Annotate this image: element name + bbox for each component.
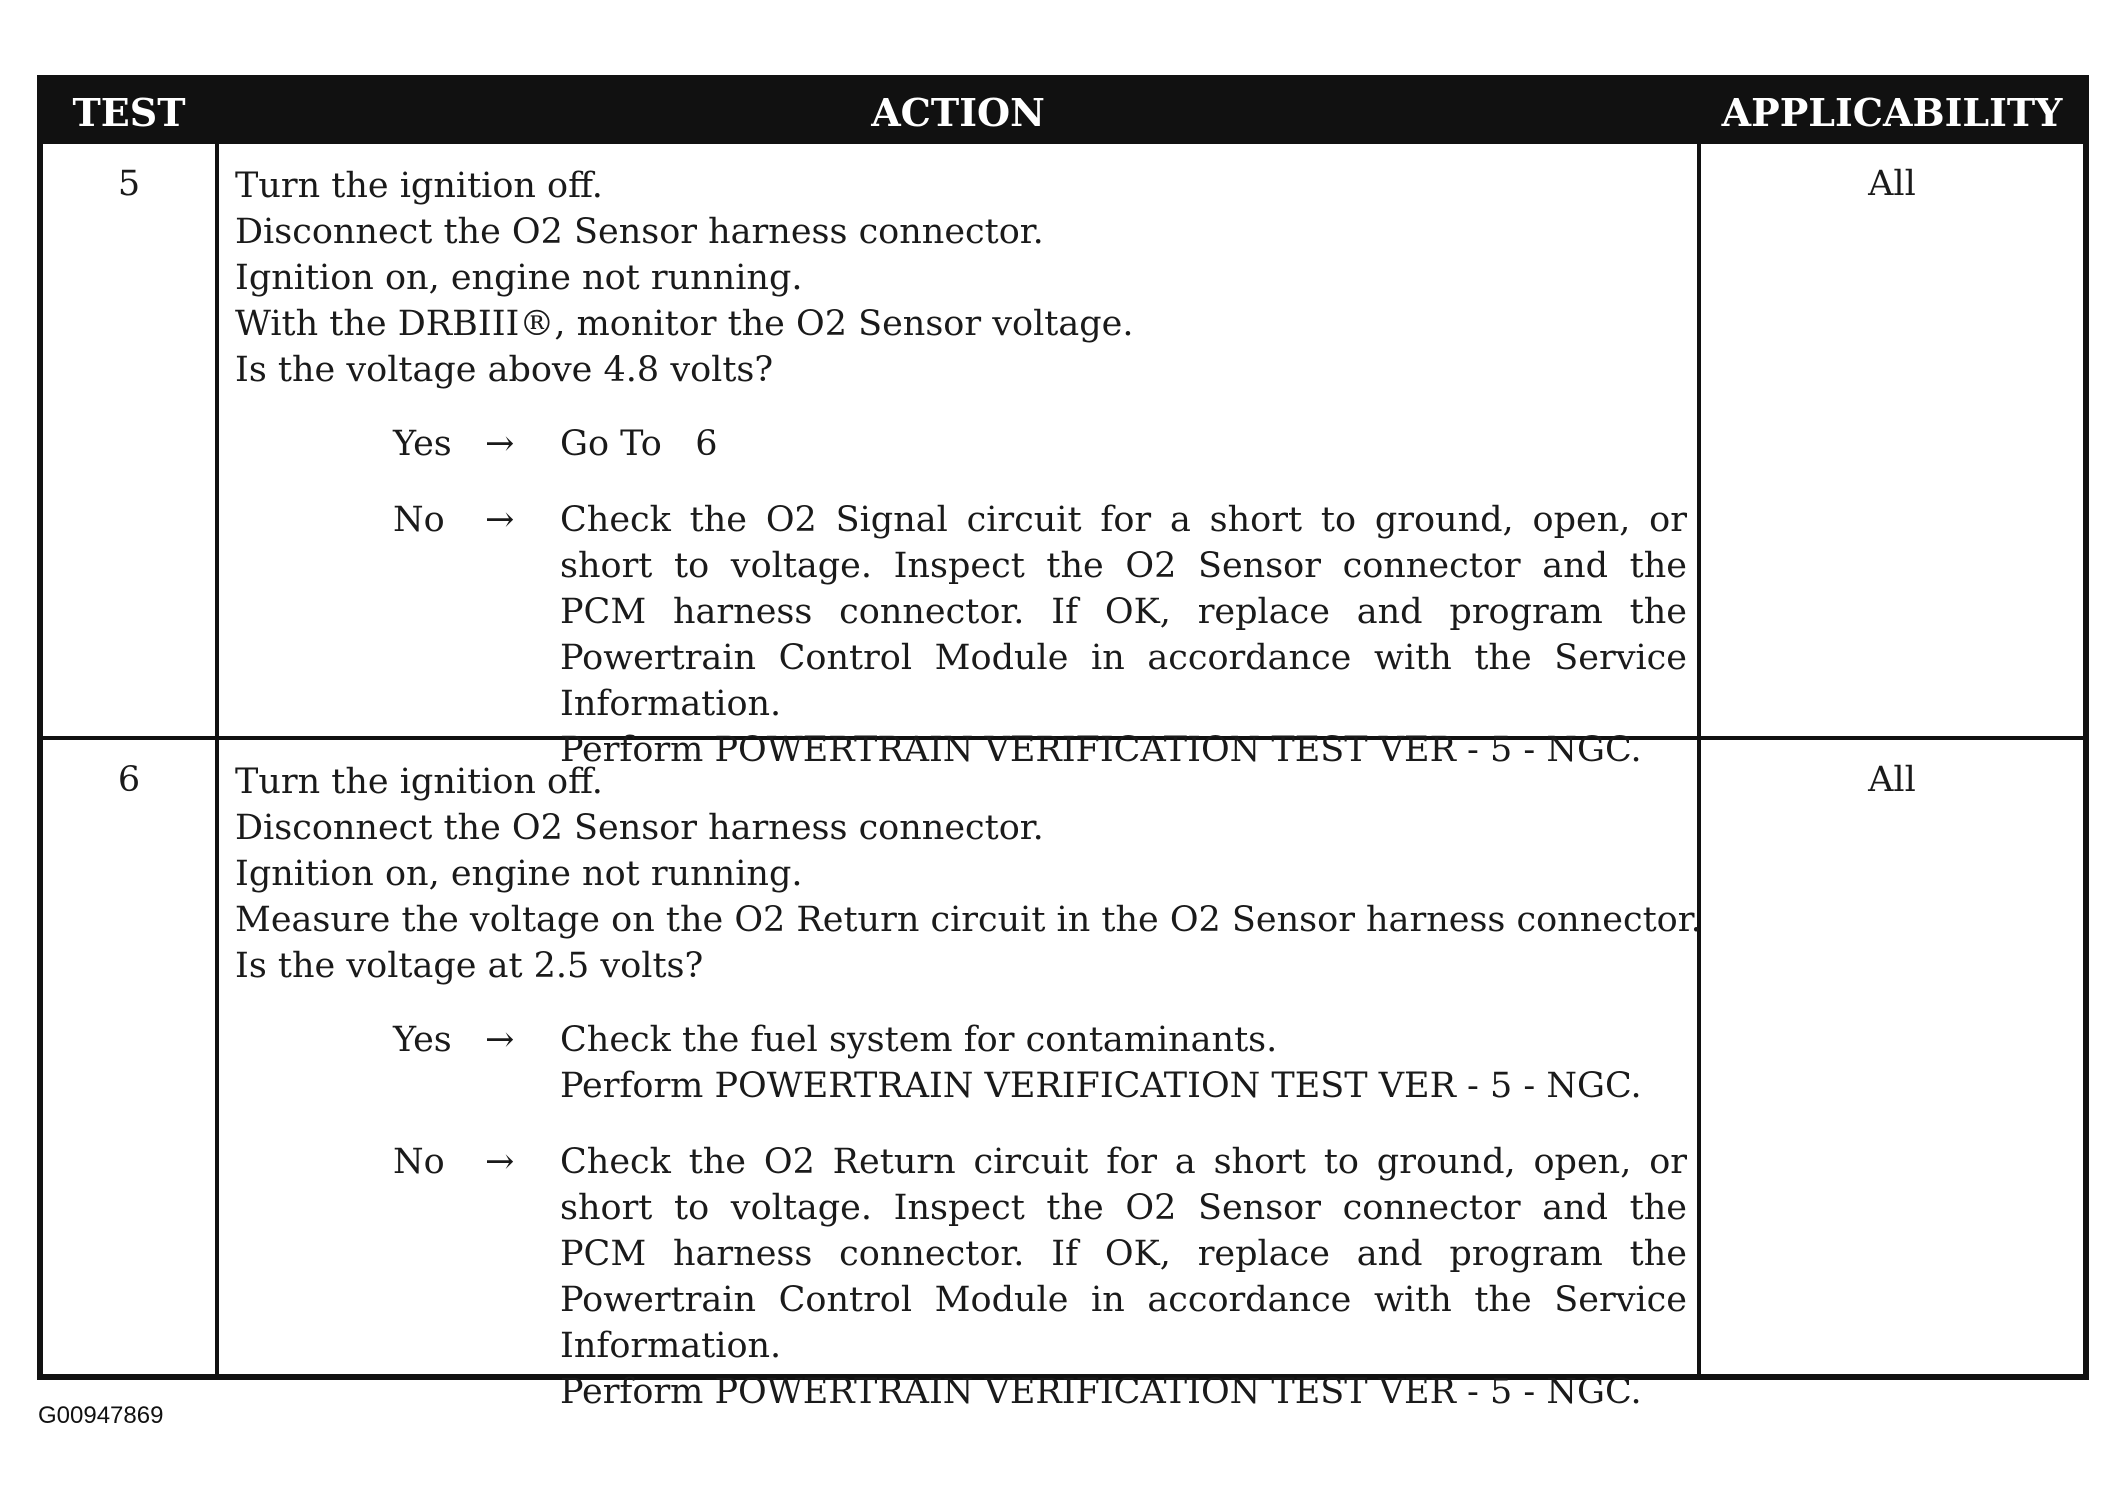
step-line: Turn the ignition off. xyxy=(235,166,603,206)
yes-action-text: Check the fuel system for contaminants. xyxy=(560,1020,1278,1060)
no-action xyxy=(560,497,1687,773)
no-action xyxy=(560,1139,1687,1415)
table-header xyxy=(43,81,2083,144)
column-divider xyxy=(215,144,219,1374)
no-label: No xyxy=(393,500,445,540)
no-action-text: Check the O2 Return circuit for a short to ground, open, or short to voltage. Inspect the O2 Sensor connector and the PCM harness connector. If OK, replace and program the Powertrain Control Module in accordance with the Service Information. xyxy=(560,1142,1687,1366)
yes-label: Yes xyxy=(393,1020,452,1060)
yes-action: Go To 6 xyxy=(560,424,718,464)
applicability-value: All xyxy=(1868,760,1916,800)
perform-verification: Perform POWERTRAIN VERIFICATION TEST VER - 5 - NGC. xyxy=(560,730,1642,770)
header-applicability: APPLICABILITY xyxy=(1721,90,2063,135)
step-line: Ignition on, engine not running. xyxy=(235,854,803,894)
yes-label: Yes xyxy=(393,424,452,464)
header-test: TEST xyxy=(72,90,186,135)
step-line: Is the voltage at 2.5 volts? xyxy=(235,946,704,986)
no-label: No xyxy=(393,1142,445,1182)
step-line: Ignition on, engine not running. xyxy=(235,258,803,298)
applicability-value: All xyxy=(1868,164,1916,204)
test-number: 5 xyxy=(117,164,141,204)
arrow-icon: → xyxy=(485,1142,515,1182)
diagnostic-table xyxy=(37,75,2089,1412)
step-line: With the DRBIII®, monitor the O2 Sensor voltage. xyxy=(235,304,1134,344)
step-line: Is the voltage above 4.8 volts? xyxy=(235,350,774,390)
step-line: Turn the ignition off. xyxy=(235,762,603,802)
step-line: Disconnect the O2 Sensor harness connector. xyxy=(235,212,1044,252)
arrow-icon: → xyxy=(485,500,515,540)
test-number: 6 xyxy=(117,760,141,800)
yes-action xyxy=(560,1017,1687,1109)
perform-verification: Perform POWERTRAIN VERIFICATION TEST VER - 5 - NGC. xyxy=(560,1066,1642,1106)
figure-id: G00947869 xyxy=(38,1402,164,1429)
arrow-icon: → xyxy=(485,1020,515,1060)
no-action-text: Check the O2 Signal circuit for a short to ground, open, or short to voltage. Inspect the O2 Sensor connector and the PCM harness connector. If OK, replace and program the Powertrain Control Module in accordance with the Service Information. xyxy=(560,500,1687,724)
perform-verification: Perform POWERTRAIN VERIFICATION TEST VER - 5 - NGC. xyxy=(560,1372,1642,1412)
step-line: Measure the voltage on the O2 Return circuit in the O2 Sensor harness connector. xyxy=(235,900,1702,940)
header-action: ACTION xyxy=(871,90,1045,135)
step-line: Disconnect the O2 Sensor harness connector. xyxy=(235,808,1044,848)
arrow-icon: → xyxy=(485,424,515,464)
